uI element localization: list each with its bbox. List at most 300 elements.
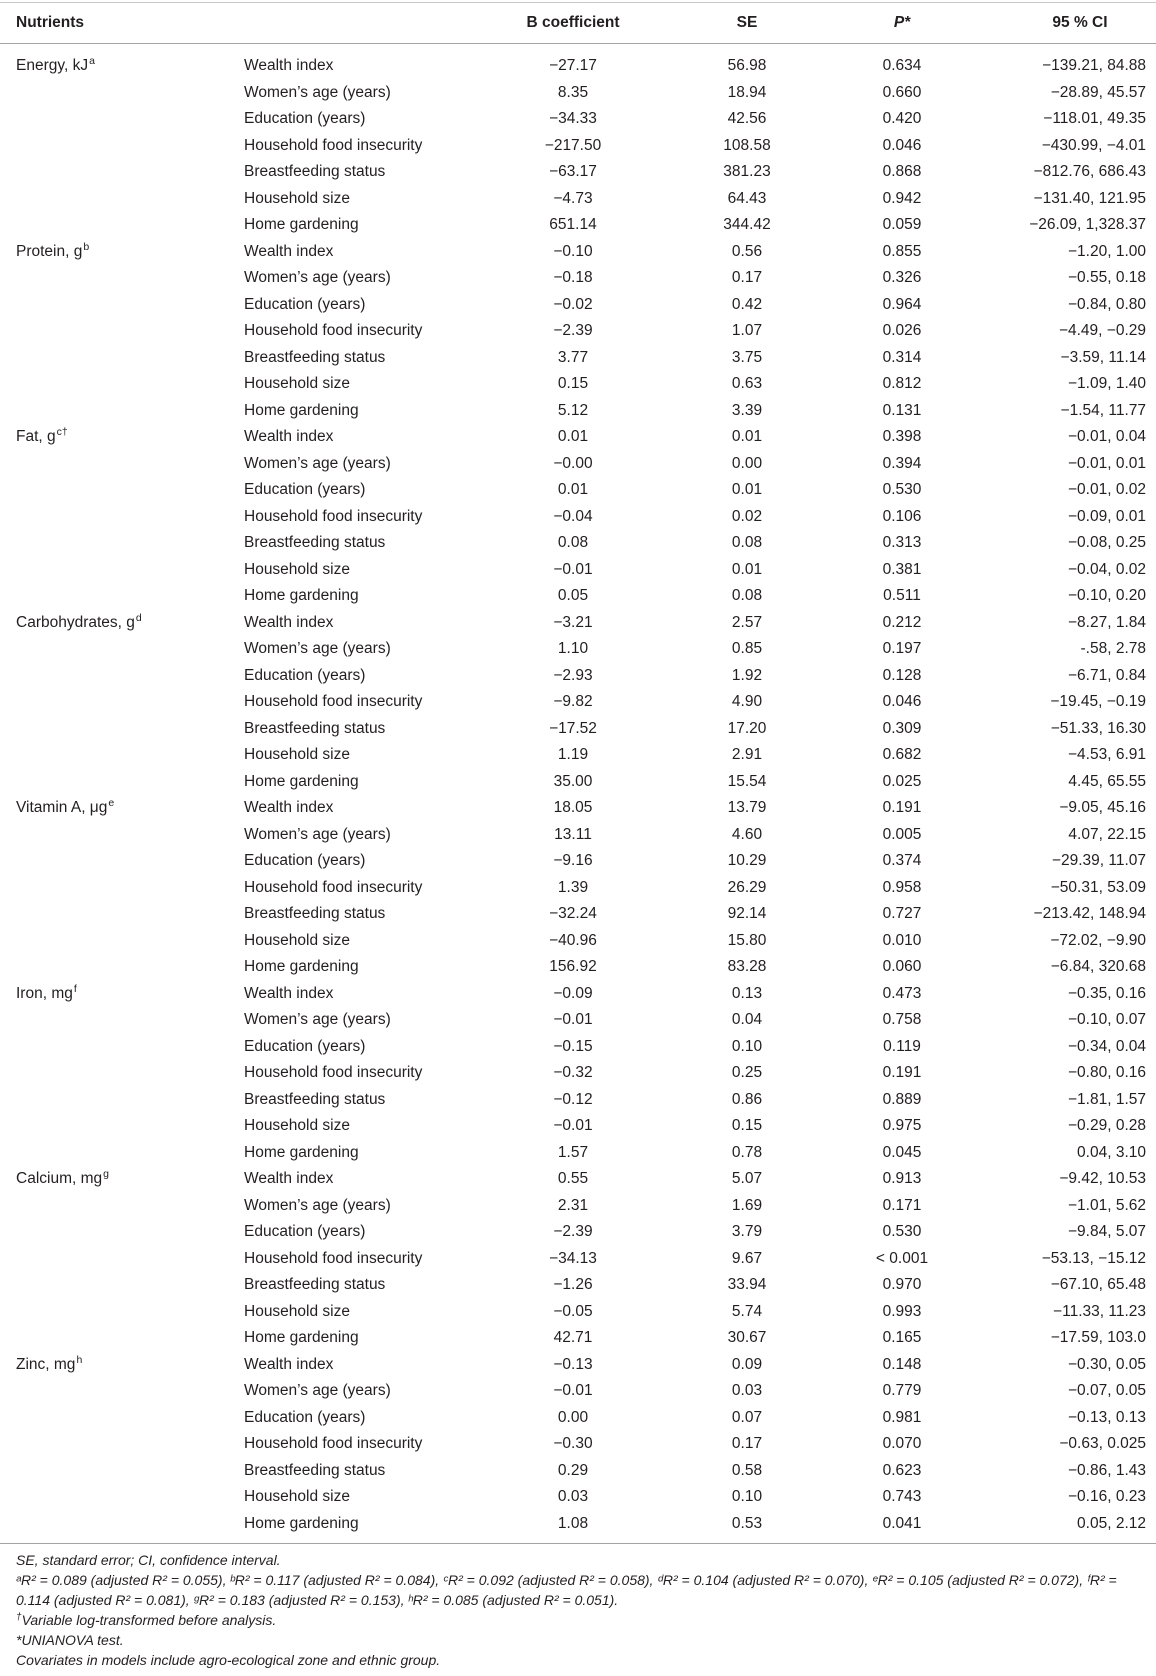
predictor-cell: Household food insecurity: [244, 693, 423, 711]
nutrient-cell: [0, 799, 236, 817]
table-row: [0, 1405, 1156, 1432]
standard-error-cell: 10.29: [727, 852, 767, 870]
table-row: [0, 1140, 1156, 1167]
footnote-marker: d: [135, 611, 142, 624]
p-value-cell: 0.191: [882, 1064, 922, 1082]
predictor-cell: Women’s age (years): [244, 1382, 391, 1400]
predictor-cell: Education (years): [244, 110, 366, 128]
table-row: [0, 186, 1156, 213]
predictor-cell: Household food insecurity: [244, 1435, 423, 1453]
confidence-interval-cell: −213.42, 148.94: [1033, 905, 1146, 923]
p-value-cell: 0.026: [882, 322, 922, 340]
table-row: [0, 530, 1156, 557]
table-row: [0, 477, 1156, 504]
predictor-cell: Household size: [244, 189, 350, 207]
b-coefficient-cell: −9.82: [553, 693, 593, 711]
table-row: [0, 1299, 1156, 1326]
confidence-interval-cell: −6.71, 0.84: [1068, 666, 1146, 684]
standard-error-cell: 108.58: [723, 136, 771, 154]
table-row: [0, 1511, 1156, 1538]
predictor-cell: Education (years): [244, 852, 366, 870]
b-coefficient-cell: −34.33: [549, 110, 597, 128]
footnote-r-squared: ᵃR² = 0.089 (adjusted R² = 0.055), ᵇR² = 0.117 (adjusted R² = 0.084), ᶜR² = 0.092 (adjusted R² = 0.058), ᵈR² = 0.104 (adjusted R² = 0.070), ᵉR² = 0.105 (adjusted R² = 0.072), ᶠR² = 0.114 (adjusted R² = 0.081), ᵍR² = 0.183 (adjusted R² = 0.153), ʰR² = 0.085 (adjusted R² = 0.051).: [16, 1572, 1117, 1608]
standard-error-cell: 0.00: [731, 454, 763, 472]
predictor-cell: Education (years): [244, 1223, 366, 1241]
predictor-cell: Breastfeeding status: [244, 905, 386, 923]
p-value-cell: 0.046: [882, 693, 922, 711]
nutrient-label: Protein, g: [16, 242, 83, 260]
b-coefficient-cell: 651.14: [549, 216, 597, 234]
confidence-interval-cell: −118.01, 49.35: [1043, 110, 1146, 128]
b-coefficient-cell: 18.05: [553, 799, 593, 817]
confidence-interval-cell: −0.35, 0.16: [1068, 984, 1146, 1002]
footnote-log-transform: [16, 1610, 1146, 1630]
table-row: [0, 1352, 1156, 1379]
table-row: [0, 1272, 1156, 1299]
nutrient-cell: [0, 240, 236, 261]
b-coefficient-cell: −0.30: [553, 1435, 593, 1453]
predictor-cell: Education (years): [244, 666, 366, 684]
confidence-interval-cell: −131.40, 121.95: [1033, 189, 1146, 207]
predictor-cell: Women’s age (years): [244, 1011, 391, 1029]
p-value-cell: 0.964: [882, 295, 922, 313]
confidence-interval-cell: −0.08, 0.25: [1068, 534, 1146, 552]
p-value-cell: 0.148: [882, 1355, 922, 1373]
standard-error-cell: 0.85: [731, 640, 763, 658]
column-header-standard-error: SE: [736, 14, 758, 31]
standard-error-cell: 4.90: [731, 693, 763, 711]
standard-error-cell: 15.80: [727, 931, 767, 949]
column-header-b-coefficient: B coefficient: [526, 14, 620, 31]
standard-error-cell: 344.42: [723, 216, 771, 234]
b-coefficient-cell: 2.31: [557, 1196, 589, 1214]
b-coefficient-cell: −0.01: [553, 1117, 593, 1135]
b-coefficient-cell: −0.15: [553, 1037, 593, 1055]
b-coefficient-cell: 0.15: [557, 375, 589, 393]
confidence-interval-cell: −51.33, 16.30: [1050, 719, 1146, 737]
confidence-interval-cell: −0.16, 0.23: [1068, 1488, 1146, 1506]
standard-error-cell: 1.92: [731, 666, 763, 684]
p-value-cell: 0.743: [882, 1488, 922, 1506]
table-row: [0, 954, 1156, 981]
confidence-interval-cell: −9.42, 10.53: [1059, 1170, 1146, 1188]
confidence-interval-cell: −0.80, 0.16: [1068, 1064, 1146, 1082]
confidence-interval-cell: −0.04, 0.02: [1068, 560, 1146, 578]
confidence-interval-cell: −812.76, 686.43: [1033, 163, 1146, 181]
standard-error-cell: 26.29: [727, 878, 767, 896]
p-value-cell: 0.970: [882, 1276, 922, 1294]
confidence-interval-cell: −430.99, −4.01: [1041, 136, 1146, 154]
standard-error-cell: 0.09: [731, 1355, 763, 1373]
confidence-interval-cell: −6.84, 320.68: [1050, 958, 1146, 976]
b-coefficient-cell: −2.39: [553, 322, 593, 340]
confidence-interval-cell: −0.84, 0.80: [1068, 295, 1146, 313]
predictor-cell: Home gardening: [244, 1514, 359, 1532]
footnote-marker: e: [108, 797, 115, 810]
nutrient-cell: [0, 57, 236, 75]
b-coefficient-cell: 1.08: [557, 1514, 589, 1532]
standard-error-cell: 0.17: [731, 1435, 763, 1453]
predictor-cell: Home gardening: [244, 1329, 359, 1347]
table-row: [0, 610, 1156, 637]
table-row: [0, 1087, 1156, 1114]
standard-error-cell: 0.02: [731, 507, 763, 525]
predictor-cell: Household size: [244, 560, 350, 578]
standard-error-cell: 0.10: [731, 1037, 763, 1055]
standard-error-cell: 0.15: [731, 1117, 763, 1135]
confidence-interval-cell: −1.09, 1.40: [1068, 375, 1146, 393]
p-value-cell: 0.889: [882, 1090, 922, 1108]
b-coefficient-cell: 0.01: [557, 481, 589, 499]
p-value-cell: 0.005: [882, 825, 922, 843]
table-row: [0, 212, 1156, 239]
table-row: [0, 1007, 1156, 1034]
standard-error-cell: 1.69: [731, 1196, 763, 1214]
standard-error-cell: 0.01: [731, 428, 763, 446]
b-coefficient-cell: 13.11: [554, 825, 592, 843]
p-value-cell: 0.128: [882, 666, 922, 684]
standard-error-cell: 0.53: [731, 1514, 763, 1532]
footnote-test: *UNIANOVA test.: [16, 1632, 124, 1648]
standard-error-cell: 0.42: [731, 295, 763, 313]
standard-error-cell: 2.91: [731, 746, 763, 764]
standard-error-cell: 0.08: [731, 534, 763, 552]
confidence-interval-cell: 4.07, 22.15: [1068, 825, 1146, 843]
p-value-cell: 0.868: [882, 163, 922, 181]
confidence-interval-cell: −0.01, 0.01: [1068, 454, 1146, 472]
p-value-cell: 0.309: [882, 719, 922, 737]
predictor-cell: Education (years): [244, 295, 366, 313]
table-row: [0, 901, 1156, 928]
standard-error-cell: 0.03: [731, 1382, 763, 1400]
predictor-cell: Education (years): [244, 481, 366, 499]
standard-error-cell: 0.63: [731, 375, 763, 393]
b-coefficient-cell: 1.39: [557, 878, 589, 896]
p-value-cell: 0.131: [882, 401, 922, 419]
predictor-cell: Wealth index: [244, 428, 334, 446]
standard-error-cell: 4.60: [731, 825, 763, 843]
p-value-cell: 0.660: [882, 83, 922, 101]
predictor-cell: Women’s age (years): [244, 640, 391, 658]
table-row: [0, 822, 1156, 849]
footnote-covariates: Covariates in models include agro-ecological zone and ethnic group.: [16, 1652, 441, 1668]
table-row: [0, 80, 1156, 107]
b-coefficient-cell: −1.26: [553, 1276, 593, 1294]
confidence-interval-cell: −50.31, 53.09: [1050, 878, 1146, 896]
predictor-cell: Household food insecurity: [244, 322, 423, 340]
standard-error-cell: 0.13: [731, 984, 763, 1002]
predictor-cell: Home gardening: [244, 587, 359, 605]
standard-error-cell: 42.56: [727, 110, 767, 128]
p-value-cell: 0.855: [882, 242, 922, 260]
b-coefficient-cell: 1.57: [557, 1143, 589, 1161]
predictor-cell: Women’s age (years): [244, 1196, 391, 1214]
b-coefficient-cell: 0.29: [557, 1461, 589, 1479]
p-value-cell: 0.420: [882, 110, 922, 128]
b-coefficient-cell: −0.32: [553, 1064, 593, 1082]
confidence-interval-cell: −26.09, 1,328.37: [1029, 216, 1146, 234]
table-row: [0, 106, 1156, 133]
table-row: [0, 371, 1156, 398]
p-value-cell: 0.975: [882, 1117, 922, 1135]
standard-error-cell: 5.07: [731, 1170, 763, 1188]
b-coefficient-cell: −0.13: [553, 1355, 593, 1373]
b-coefficient-cell: 42.71: [553, 1329, 593, 1347]
confidence-interval-cell: −29.39, 11.07: [1051, 852, 1146, 870]
p-value-cell: 0.191: [882, 799, 922, 817]
predictor-cell: Household size: [244, 1117, 350, 1135]
table-header-row: [0, 3, 1156, 44]
table-footnotes: [16, 1550, 1146, 1670]
nutrient-cell: [0, 1353, 236, 1374]
standard-error-cell: 0.78: [731, 1143, 763, 1161]
confidence-interval-cell: −0.34, 0.04: [1068, 1037, 1146, 1055]
p-value-cell: 0.381: [882, 560, 922, 578]
b-coefficient-cell: 0.08: [557, 534, 589, 552]
standard-error-cell: 0.86: [731, 1090, 763, 1108]
predictor-cell: Home gardening: [244, 401, 359, 419]
table-row: [0, 1166, 1156, 1193]
b-coefficient-cell: −32.24: [549, 905, 597, 923]
b-coefficient-cell: 1.10: [557, 640, 589, 658]
p-value-cell: 0.060: [882, 958, 922, 976]
table-row: [0, 1246, 1156, 1273]
p-value-cell: 0.942: [882, 189, 922, 207]
b-coefficient-cell: −0.00: [553, 454, 593, 472]
confidence-interval-cell: -.58, 2.78: [1080, 640, 1146, 658]
standard-error-cell: 9.67: [731, 1249, 763, 1267]
table-row: [0, 1193, 1156, 1220]
standard-error-cell: 56.98: [727, 57, 767, 75]
b-coefficient-cell: 8.35: [557, 83, 589, 101]
standard-error-cell: 1.07: [731, 322, 763, 340]
table-row: [0, 53, 1156, 80]
b-coefficient-cell: −0.05: [553, 1302, 593, 1320]
predictor-cell: Wealth index: [244, 799, 334, 817]
table-row: [0, 875, 1156, 902]
b-coefficient-cell: −0.09: [553, 984, 593, 1002]
predictor-cell: Household size: [244, 931, 350, 949]
p-value-cell: 0.119: [883, 1037, 921, 1055]
regression-table: [0, 2, 1156, 1544]
p-value-cell: 0.070: [882, 1435, 922, 1453]
table-row: [0, 1219, 1156, 1246]
confidence-interval-cell: −8.27, 1.84: [1068, 613, 1146, 631]
standard-error-cell: 83.28: [727, 958, 767, 976]
confidence-interval-cell: −4.53, 6.91: [1068, 746, 1146, 764]
standard-error-cell: 0.07: [731, 1408, 763, 1426]
predictor-cell: Home gardening: [244, 772, 359, 790]
standard-error-cell: 33.94: [727, 1276, 767, 1294]
p-value-cell: 0.993: [882, 1302, 922, 1320]
table-row: [0, 928, 1156, 955]
b-coefficient-cell: −3.21: [553, 613, 593, 631]
table-row: [0, 398, 1156, 425]
confidence-interval-cell: −1.54, 11.77: [1060, 401, 1146, 419]
confidence-interval-cell: −17.59, 103.0: [1050, 1329, 1146, 1347]
footnote-marker: f: [73, 982, 77, 995]
b-coefficient-cell: −27.17: [549, 57, 597, 75]
table-row: [0, 1034, 1156, 1061]
standard-error-cell: 0.01: [731, 560, 763, 578]
table-row: [0, 504, 1156, 531]
p-value-cell: 0.981: [882, 1408, 922, 1426]
p-value-cell: 0.374: [882, 852, 922, 870]
standard-error-cell: 64.43: [727, 189, 767, 207]
p-value-cell: 0.394: [882, 454, 922, 472]
b-coefficient-cell: 0.55: [557, 1170, 589, 1188]
predictor-cell: Home gardening: [244, 1143, 359, 1161]
table-row: [0, 981, 1156, 1008]
b-coefficient-cell: −17.52: [549, 719, 597, 737]
predictor-cell: Wealth index: [244, 613, 334, 631]
predictor-cell: Education (years): [244, 1037, 366, 1055]
table-row: [0, 1484, 1156, 1511]
table-row: [0, 795, 1156, 822]
nutrient-cell: [0, 611, 236, 632]
predictor-cell: Home gardening: [244, 958, 359, 976]
b-coefficient-cell: −4.73: [553, 189, 593, 207]
b-coefficient-cell: 3.77: [557, 348, 589, 366]
p-value-cell: 0.913: [882, 1170, 922, 1188]
confidence-interval-cell: −0.29, 0.28: [1068, 1117, 1146, 1135]
standard-error-cell: 0.10: [731, 1488, 763, 1506]
p-value-cell: 0.165: [882, 1329, 922, 1347]
footnote-log-text: Variable log-transformed before analysis.: [21, 1612, 277, 1628]
predictor-cell: Breastfeeding status: [244, 1461, 386, 1479]
standard-error-cell: 0.17: [731, 269, 763, 287]
b-coefficient-cell: −2.93: [553, 666, 593, 684]
table-row: [0, 848, 1156, 875]
standard-error-cell: 0.01: [731, 481, 763, 499]
predictor-cell: Wealth index: [244, 57, 334, 75]
nutrient-label: Zinc, mg: [16, 1355, 76, 1373]
column-header-p-value: P*: [893, 14, 911, 31]
predictor-cell: Education (years): [244, 1408, 366, 1426]
standard-error-cell: 30.67: [727, 1329, 767, 1347]
p-value-cell: 0.059: [882, 216, 922, 234]
predictor-cell: Wealth index: [244, 984, 334, 1002]
p-value-cell: 0.958: [882, 878, 922, 896]
confidence-interval-cell: −19.45, −0.19: [1050, 693, 1146, 711]
confidence-interval-cell: −0.01, 0.04: [1068, 428, 1146, 446]
nutrient-label: Energy, kJ: [16, 57, 89, 75]
predictor-cell: Household size: [244, 375, 350, 393]
table-row: [0, 636, 1156, 663]
standard-error-cell: 381.23: [723, 163, 771, 181]
standard-error-cell: 17.20: [727, 719, 767, 737]
nutrient-cell: [0, 428, 236, 446]
p-value-cell: 0.511: [883, 587, 921, 605]
p-value-cell: 0.041: [882, 1514, 922, 1532]
standard-error-cell: 2.57: [731, 613, 763, 631]
p-value-cell: 0.025: [882, 772, 922, 790]
b-coefficient-cell: −217.50: [544, 136, 602, 154]
confidence-interval-cell: −1.01, 5.62: [1068, 1196, 1146, 1214]
confidence-interval-cell: −0.09, 0.01: [1068, 507, 1146, 525]
footnote-abbreviations: SE, standard error; CI, confidence interval.: [16, 1552, 281, 1568]
predictor-cell: Breastfeeding status: [244, 1276, 386, 1294]
table-row: [0, 689, 1156, 716]
standard-error-cell: 5.74: [731, 1302, 763, 1320]
table-row: [0, 292, 1156, 319]
column-header-confidence-interval: 95 % CI: [1052, 14, 1108, 31]
p-value-cell: 0.326: [882, 269, 922, 287]
nutrient-label: Calcium, mg: [16, 1170, 103, 1188]
table-row: [0, 1431, 1156, 1458]
nutrient-cell: [0, 982, 236, 1003]
standard-error-cell: 0.25: [731, 1064, 763, 1082]
b-coefficient-cell: −0.18: [553, 269, 593, 287]
table-row: [0, 742, 1156, 769]
standard-error-cell: 18.94: [727, 83, 767, 101]
b-coefficient-cell: 35.00: [553, 772, 593, 790]
confidence-interval-cell: −3.59, 11.14: [1060, 348, 1146, 366]
confidence-interval-cell: −72.02, −9.90: [1050, 931, 1146, 949]
standard-error-cell: 3.75: [731, 348, 763, 366]
p-value-cell: 0.010: [882, 931, 922, 949]
confidence-interval-cell: −0.55, 0.18: [1068, 269, 1146, 287]
confidence-interval-cell: −0.07, 0.05: [1068, 1382, 1146, 1400]
p-value-cell: 0.046: [882, 136, 922, 154]
p-value-cell: 0.473: [882, 984, 922, 1002]
predictor-cell: Women’s age (years): [244, 83, 391, 101]
confidence-interval-cell: −0.86, 1.43: [1068, 1461, 1146, 1479]
confidence-interval-cell: −0.10, 0.07: [1068, 1011, 1146, 1029]
predictor-cell: Women’s age (years): [244, 454, 391, 472]
table-row: [0, 451, 1156, 478]
p-value-cell: 0.314: [882, 348, 922, 366]
p-value-cell: 0.212: [882, 613, 922, 631]
b-coefficient-cell: 0.00: [557, 1408, 589, 1426]
predictor-cell: Household size: [244, 1302, 350, 1320]
confidence-interval-cell: −0.13, 0.13: [1068, 1408, 1146, 1426]
b-coefficient-cell: −34.13: [549, 1249, 597, 1267]
predictor-cell: Women’s age (years): [244, 825, 391, 843]
p-value-cell: 0.682: [882, 746, 922, 764]
predictor-cell: Home gardening: [244, 216, 359, 234]
b-coefficient-cell: −0.01: [553, 1011, 593, 1029]
b-coefficient-cell: −9.16: [553, 852, 593, 870]
table-row: [0, 424, 1156, 451]
table-row: [0, 583, 1156, 610]
predictor-cell: Breastfeeding status: [244, 534, 386, 552]
b-coefficient-cell: −0.04: [553, 507, 593, 525]
table-row: [0, 1458, 1156, 1485]
standard-error-cell: 92.14: [727, 905, 767, 923]
confidence-interval-cell: −28.89, 45.57: [1050, 83, 1146, 101]
table-row: [0, 159, 1156, 186]
predictor-cell: Household food insecurity: [244, 136, 423, 154]
table-row: [0, 1113, 1156, 1140]
p-value-cell: 0.045: [882, 1143, 922, 1161]
confidence-interval-cell: −9.05, 45.16: [1059, 799, 1146, 817]
footnote-dagger-marker: †: [16, 1612, 22, 1623]
predictor-cell: Household food insecurity: [244, 1064, 423, 1082]
b-coefficient-cell: 5.12: [557, 401, 589, 419]
standard-error-cell: 15.54: [727, 772, 767, 790]
b-coefficient-cell: −2.39: [553, 1223, 593, 1241]
b-coefficient-cell: 1.19: [557, 746, 589, 764]
footnote-marker: c†: [56, 426, 68, 439]
b-coefficient-cell: −0.12: [553, 1090, 593, 1108]
p-value-cell: 0.398: [882, 428, 922, 446]
p-value-cell: 0.530: [882, 481, 922, 499]
table-row: [0, 663, 1156, 690]
b-coefficient-cell: 0.05: [557, 587, 589, 605]
p-value-cell: 0.812: [882, 375, 922, 393]
b-coefficient-cell: 156.92: [549, 958, 597, 976]
